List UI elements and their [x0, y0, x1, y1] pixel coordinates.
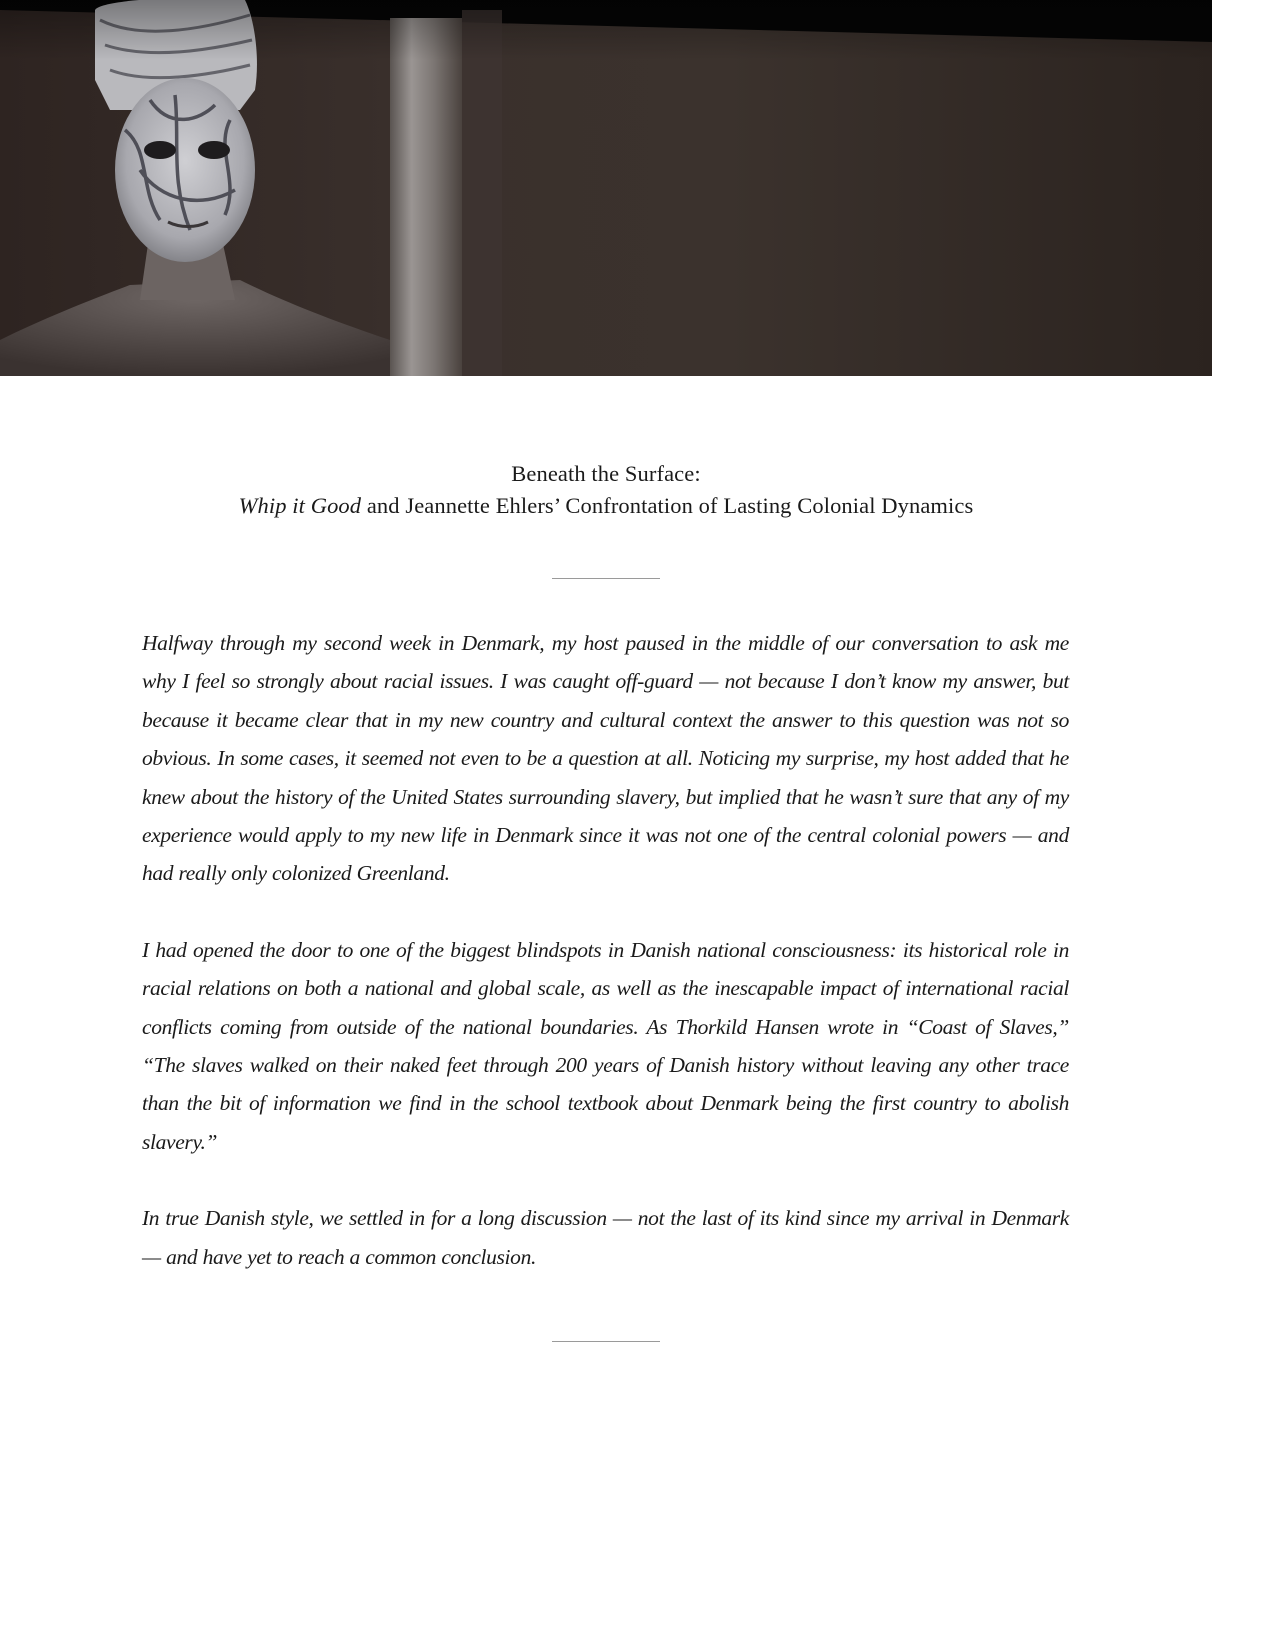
title-line-1: Beneath the Surface: — [511, 461, 701, 486]
title-subtitle: and Jeannette Ehlers’ Confrontation of Lasting Colonial Dynamics — [361, 493, 974, 518]
paragraph-1: Halfway through my second week in Denmark, my host paused in the middle of our conversation to ask me why I feel so strongly about racial issues. I was caught off-guard — not because I don’t know my answer, but because it became clear that in my new country and cultural context the answer to this question was not so obvious. In some cases, it seemed not even to be a question at all. Noticing my surprise, my host added that he knew about the history of the United States surrounding slavery, but implied that he wasn’t sure that any of my experience would apply to my new life in Denmark since it was not one of the central colonial powers — and had really only colonized Greenland. — [142, 631, 1069, 886]
section-divider-top — [552, 578, 660, 579]
title-line-2 — [0, 490, 1212, 522]
article-title — [0, 458, 1212, 522]
section-divider-bottom — [552, 1341, 660, 1342]
title-work-name: Whip it Good — [238, 493, 362, 518]
paragraph-2: I had opened the door to one of the biggest blindspots in Danish national consciousness: its historical role in racial relations on both a national and global scale, as well as the inescapable impact of international racial conflicts coming from outside of the national boundaries. As Thorkild Hansen wrote in “Coast of Slaves,” “The slaves walked on their naked feet through 200 years of Danish history without leaving any other trace than the bit of information we find in the school textbook about Denmark being the first country to abolish slavery.” — [142, 937, 1069, 1154]
hero-image — [0, 0, 1212, 376]
performance-photo — [0, 0, 1212, 376]
paragraph-3: In true Danish style, we settled in for a long discussion — not the last of its kind since my arrival in Denmark — and have yet to reach a common conclusion. — [142, 1206, 1069, 1269]
article-body — [142, 624, 1069, 1314]
